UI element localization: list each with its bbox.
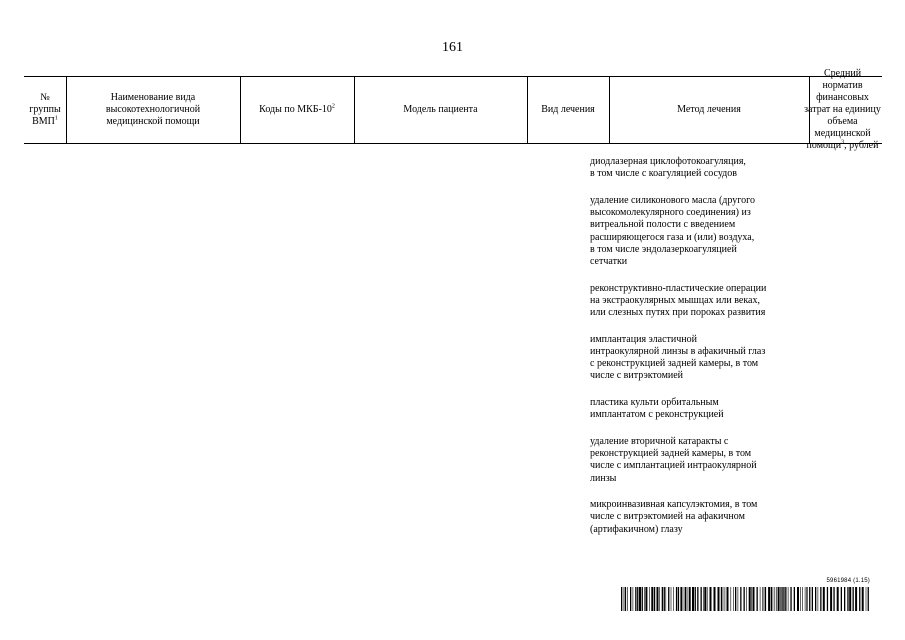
- header-col-care-type-name-label: Наименование вида высокотехнологичной медицинской помощи: [105, 92, 201, 127]
- header-col-group-number: [24, 77, 66, 143]
- footnote-mark: 1: [54, 115, 58, 122]
- list-item: удаление силиконового масла (другого высокомолекулярного соединения) из витреальной полости с введением расширяющегося газа и (или) воздуха, в том числе эндолазеркоагуляцией сетчатки: [590, 194, 755, 267]
- header-col-average-cost-unit: , рублей: [844, 140, 879, 151]
- barcode-icon: [621, 587, 870, 611]
- list-item: диодлазерная циклофотокоагуляция, в том числе с коагуляцией сосудов: [590, 156, 746, 180]
- list-item: имплантация эластичной интраокулярной линзы в афакичный глаз с реконструкцией задней камеры, в том числе с витрэктомией: [590, 333, 766, 382]
- page-number: 161: [442, 40, 463, 55]
- footnote-mark: 3: [841, 139, 845, 146]
- header-col-average-cost-label: Средний норматив финансовых затрат на единицу объема медицинской помощи: [804, 68, 881, 151]
- footnote-mark: 2: [331, 103, 335, 110]
- header-col-treatment-method: [609, 77, 809, 143]
- header-col-patient-model: [354, 77, 527, 143]
- header-col-group-number-label: № группы ВМП: [29, 92, 61, 127]
- list-item: реконструктивно-пластические операции на экстраокулярных мышцах или веках, или слезных путях при пороках развития: [590, 282, 767, 319]
- header-col-average-cost: [804, 68, 882, 151]
- header-col-icd-codes-label: Коды по МКБ-10: [259, 104, 332, 115]
- list-item: пластика культи орбитальным имплантатом с реконструкцией: [590, 397, 724, 421]
- header-col-treatment-method-label: Метод лечения: [677, 104, 741, 115]
- list-item: удаление вторичной катаракты с реконструкцией задней камеры, в том числе с имплантацией интраокулярной линзы: [590, 435, 757, 484]
- header-col-treatment-type: [527, 77, 609, 143]
- header-col-icd-codes: [240, 77, 354, 143]
- table-header: [24, 68, 882, 151]
- list-item: микроинвазивная капсулэктомия, в том числе с витрэктомией на афакичном (артифакичном) глазу: [590, 499, 758, 535]
- header-col-patient-model-label: Модель пациента: [403, 104, 478, 115]
- header-col-treatment-type-label: Вид лечения: [541, 104, 595, 115]
- header-col-care-type-name: [66, 77, 240, 143]
- treatment-methods-list: [590, 156, 790, 550]
- barcode-number: 5961984 (1.15): [826, 578, 870, 584]
- barcode-block: [621, 578, 870, 612]
